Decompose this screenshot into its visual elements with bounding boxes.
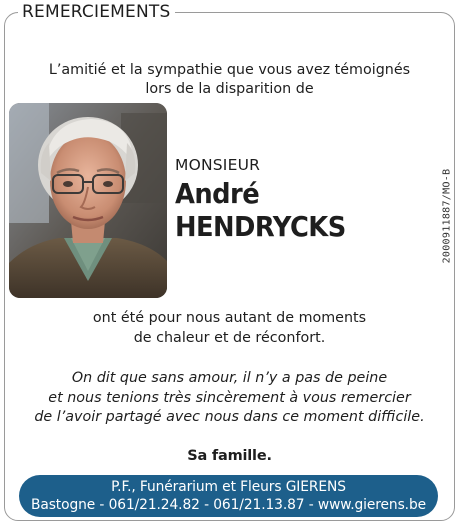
funeral-home-name: P.F., Funérarium et Fleurs GIERENS (111, 479, 346, 495)
thanks-text: ont été pour nous autant de moments de chaleur et de réconfort. (92, 310, 367, 346)
first-name: André (175, 177, 260, 210)
deceased-name-block (175, 155, 361, 243)
reference-code: 2000911887/MO-B (441, 168, 453, 264)
funeral-home-banner (19, 475, 438, 517)
honorific: MONSIEUR (175, 156, 261, 174)
family-signature: Sa famille. (187, 448, 272, 464)
last-name: HENDRYCKS (175, 210, 346, 243)
quote-text: On dit que sans amour, il n’y a pas de peine et nous tenions très sincèrement à vous remercier de l’avoir partagé avec nous dans ce moment difficile. (34, 370, 425, 425)
portrait-photo (9, 103, 167, 298)
funeral-home-contact: Bastogne - 061/21.24.82 - 061/21.13.87 - www.gierens.be (30, 497, 426, 513)
intro-text: L’amitié et la sympathie que vous avez témoignés lors de la disparition de (48, 62, 411, 97)
section-title: REMERCIEMENTS (18, 1, 175, 23)
